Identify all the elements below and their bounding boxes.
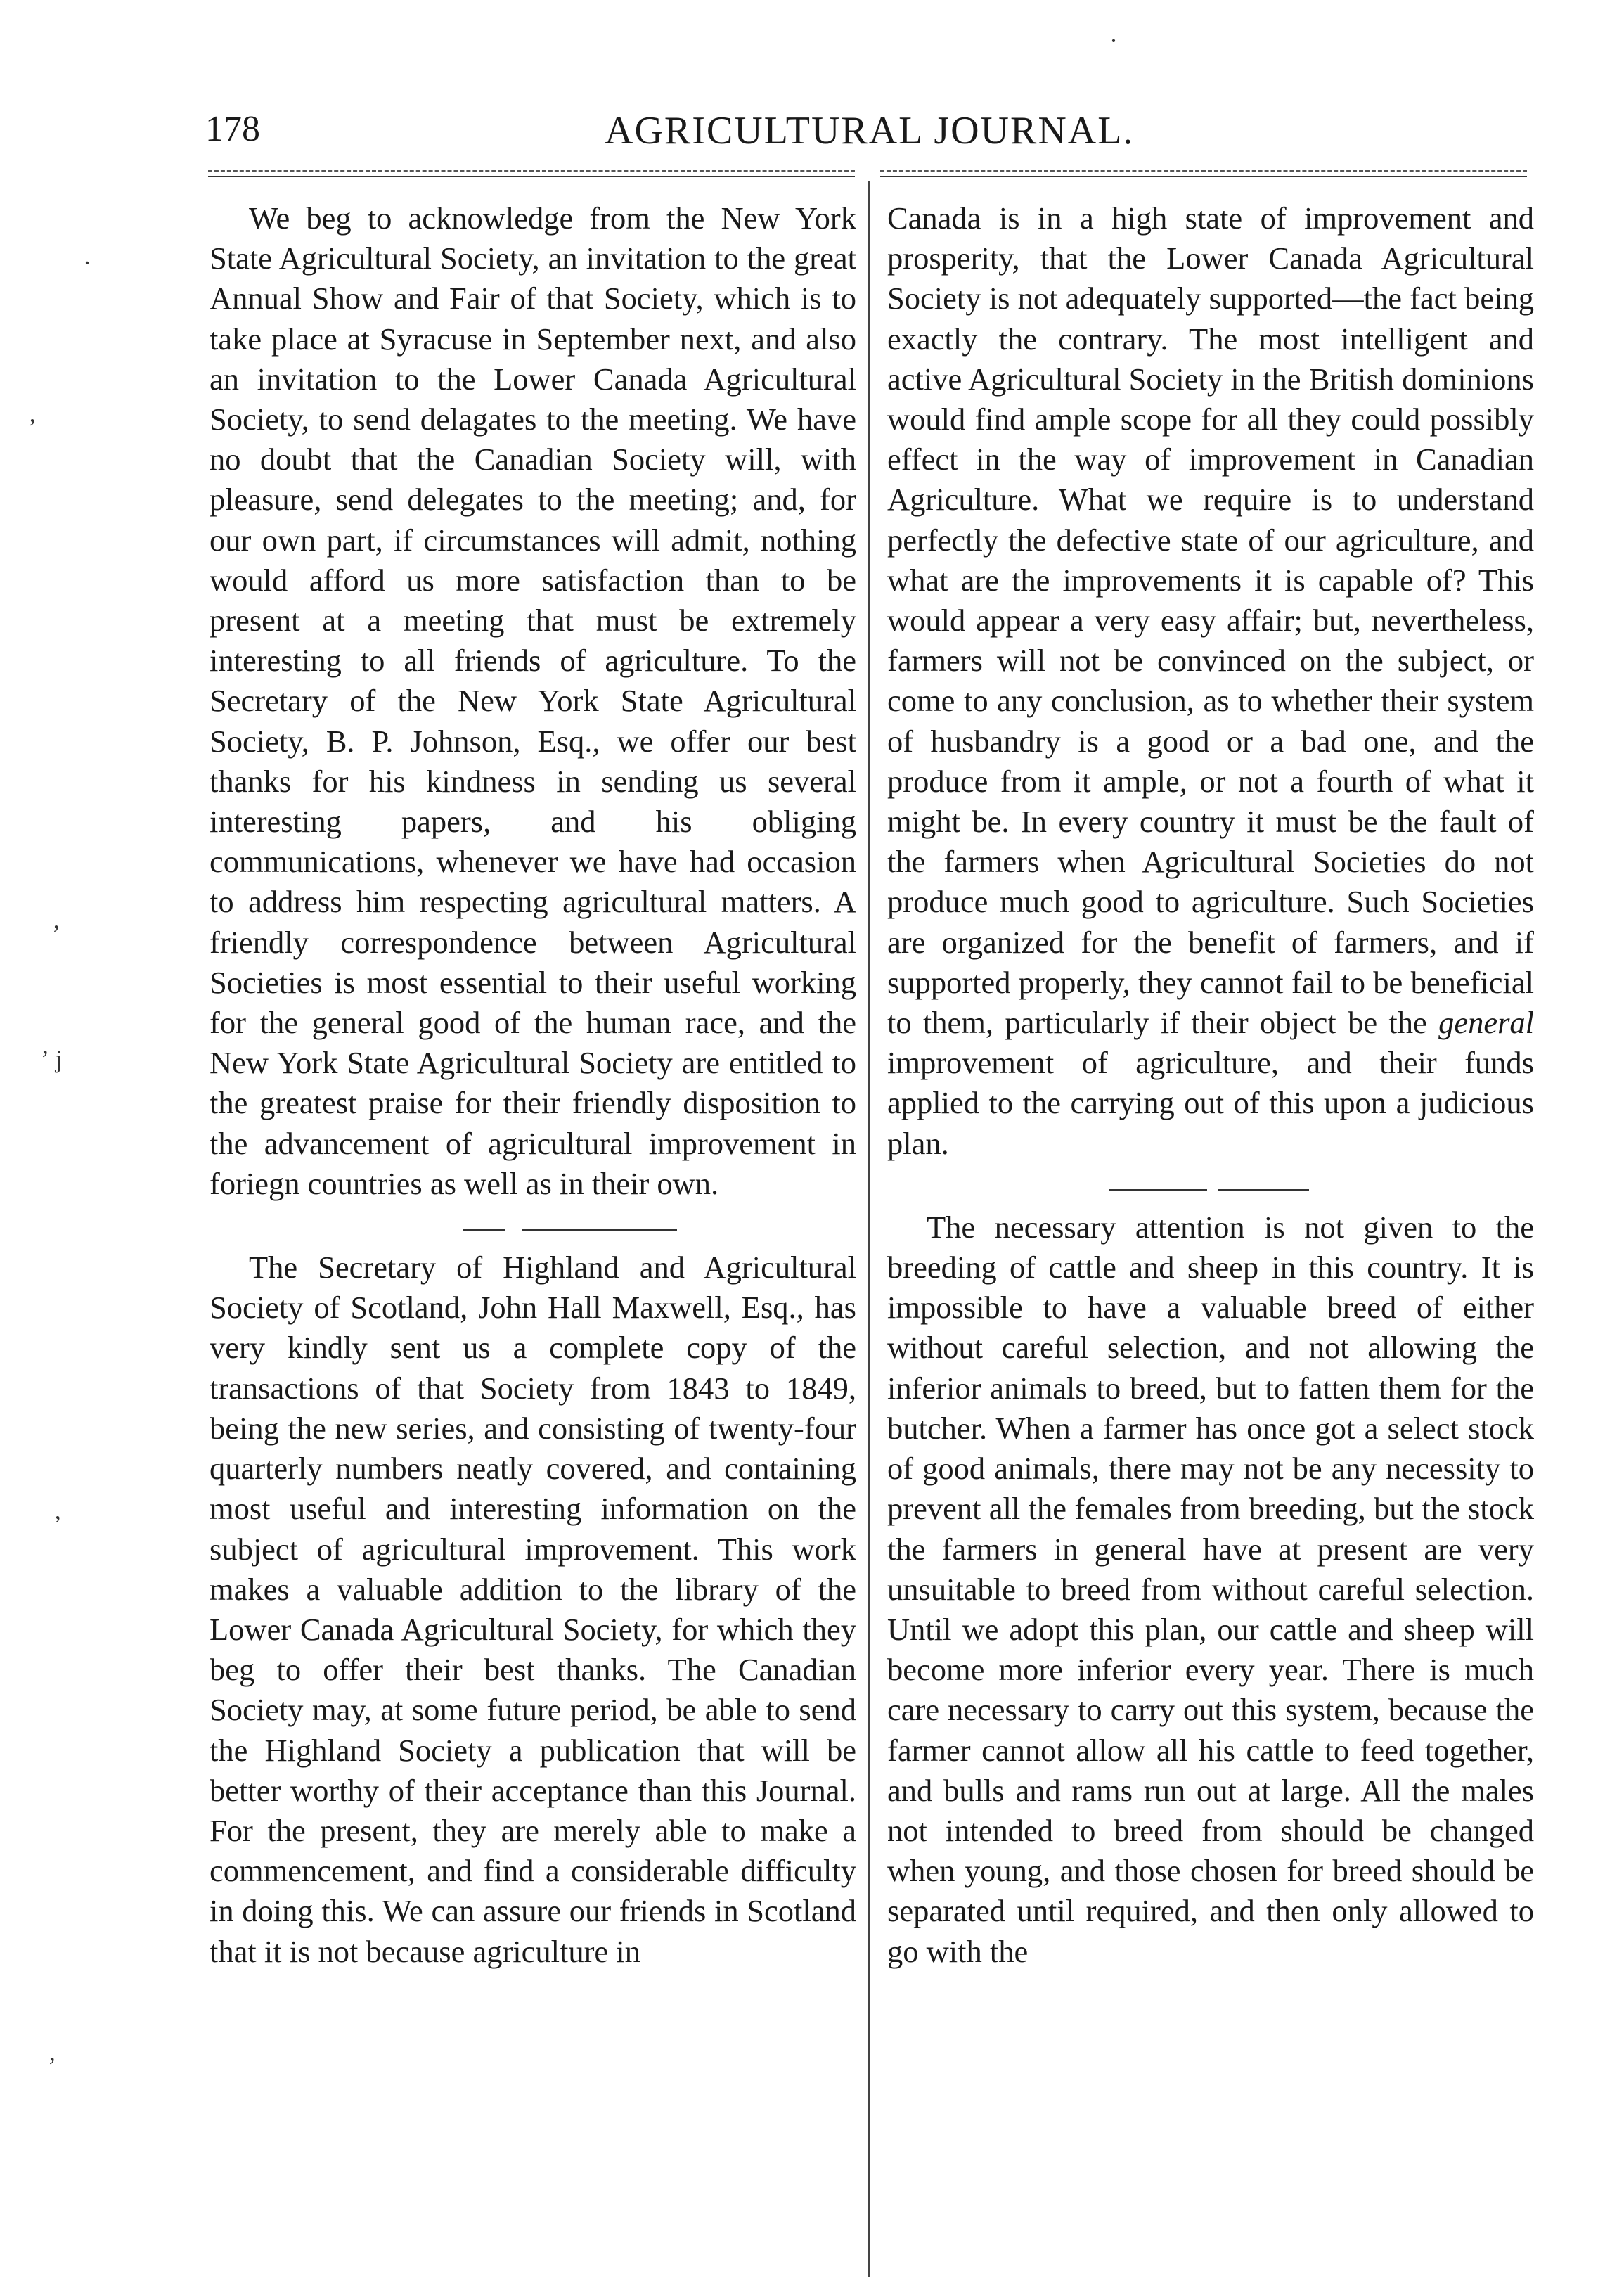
- page-number: 178: [205, 109, 260, 149]
- running-head: AGRICULTURAL JOURNAL.: [605, 109, 1135, 153]
- column-divider: [868, 181, 870, 2277]
- paragraph-cattle-breeding: [887, 1207, 1534, 1972]
- section-divider: [210, 1221, 856, 1247]
- header-rule-right-solid: [880, 176, 1527, 177]
- paragraph-text: improvement of agriculture, and their funds applied to the carrying out of this upon a judicious plan.: [887, 1045, 1534, 1161]
- left-column: [210, 198, 856, 1972]
- emphasis-general: general: [1438, 1005, 1535, 1041]
- margin-mark: ʼ j: [41, 1045, 63, 1073]
- header-rule-left: [208, 170, 855, 172]
- paragraph-text: The Secretary of Highland and Agricultural Society of Scotland, John Hall Maxwell, Esq., has very kindly sent us a complete copy of the transactions of that Society from 1843 to 1849, being the new series, and consisting of twenty-four quarterly numbers neatly covered, and containing most useful and interesting information on the subject of agricultural improvement. This work makes a valuable addition to the library of the Lower Canada Agricultural Society, for which they beg to offer their best thanks. The Canadian Society may, at some future period, be able to send the Highland Society a publication that will be better worthy of their acceptance than this Journal. For the present, they are merely able to make a commencement, and find a considerable difficulty in doing this. We can assure our friends in Scotland that it is not because agriculture in: [210, 1250, 856, 1969]
- paragraph-highland-society: [210, 1247, 856, 1972]
- margin-mark: ·: [1109, 27, 1118, 55]
- margin-mark: ·: [83, 249, 91, 277]
- paragraph-canada-improvement: [887, 198, 1534, 1164]
- paragraph-new-york-invitation: [210, 198, 856, 1204]
- paragraph-text: The necessary attention is not given to the breeding of cattle and sheep in this country. It is impossible to have a valuable breed of either without careful selection, and not allowing the inferior animals to breed, but to fatten them for the butcher. When a farmer has once got a select stock of good animals, there may not be any necessity to prevent all the females from breeding, but the stock the farmers in general have at present are very unsuitable to breed from without careful selection. Until we adopt this plan, our cattle and sheep will become more inferior every year. There is much care necessary to carry out this system, because the farmer cannot allow all his cattle to feed together, and bulls and rams run out at large. All the males not intended to breed from should be changed when young, and those chosen for breed should be separated until required, and then only allowed to go with the: [887, 1209, 1534, 1969]
- margin-mark: ʼ: [52, 920, 60, 948]
- margin-mark: ʼ: [28, 413, 37, 442]
- paragraph-text: We beg to acknowledge from the New York State Agricultural Society, an invitation to the great Annual Show and Fair of that Society, which is to take place at Syracuse in September next, and also an invitation to the Lower Canada Agricultural Society, to send delagates to the meeting. We have no doubt that the Canadian Society will, with pleasure, send delegates to the meeting; and, for our own part, if circumstances will admit, nothing would afford us more satisfaction than to be present at a meeting that must be extremely interesting to all friends of agriculture. To the Secretary of the New York State Agricultural Society, B. P. Johnson, Esq., we offer our best thanks for his kindness in sending us several interesting papers, and his obliging communications, whenever we have had occasion to address him respecting agricultural matters. A friendly correspondence between Agricultural Societies is most essential to their useful working for the general good of the human race, and the New York State Agricultural Society are entitled to the greatest praise for their friendly disposition to the advancement of agricultural improvement in foriegn countries as well as in their own.: [210, 200, 856, 1201]
- paragraph-text: Canada is in a high state of improvement and prosperity, that the Lower Canada Agricultural Society is not adequately supported—the fact being exactly the contrary. The most intelligent and active Agricultural Society in the British dominions would find ample scope for all they could possibly effect in the way of improvement in Canadian Agriculture. What we require is to understand perfectly the defective state of our agriculture, and what are the improvements it is capable of? This would appear a very easy affair; but, nevertheless, farmers will not be convinced on the subject, or come to any conclusion, as to whether their system of husbandry is a good or a bad one, and the produce from it ample, or not a fourth of what it might be. In every country it must be the fault of the farmers when Agricultural Societies do not produce much good to agriculture. Such Societies are organized for the benefit of farmers, and if supported properly, they cannot fail to be beneficial to them, particularly if their object be the: [887, 200, 1534, 1041]
- right-column: [887, 198, 1534, 1972]
- section-divider: [887, 1181, 1534, 1207]
- margin-mark: ʼ: [53, 1510, 62, 1539]
- margin-mark: ʼ: [48, 2052, 56, 2080]
- header-rule-right: [880, 170, 1527, 172]
- header-rule-left-solid: [208, 176, 855, 177]
